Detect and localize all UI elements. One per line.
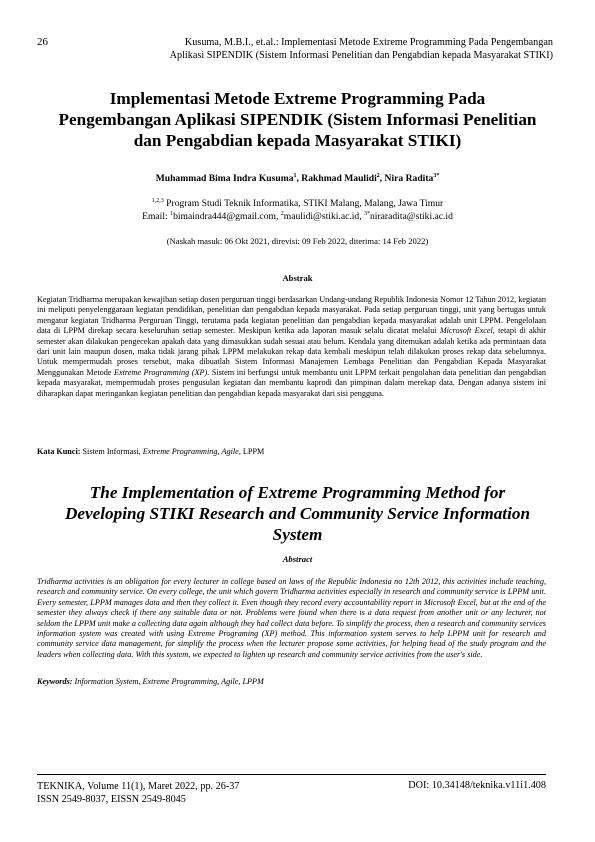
footer-issn-line: ISSN 2549-8037, EISSN 2549-8045 [37,794,186,805]
email-1[interactable]: bimaindra444@gmail.com, [173,211,281,222]
email-2[interactable]: maulidi@stiki.ac.id, [283,211,364,222]
kata-kunci-label: Kata Kunci: [37,447,81,456]
email-3[interactable]: niraradita@stiki.ac.id [370,211,453,222]
author-2-sup: 2 [376,172,380,179]
affiliation [30,197,565,223]
affiliation-institution-line [30,197,565,210]
footer-journal-line: TEKNIKA, Volume 11(1), Maret 2022, pp. 26-37 [37,781,240,792]
title-id-line3: dan Pengabdian kepada Masyarakat STIKI) [133,131,462,150]
abstrak-italic-1: Microsoft Excel [439,326,493,336]
title-id-line1: Implementasi Metode Extreme Programming Pada [109,89,486,108]
title-indonesian [30,88,565,151]
running-head-line2: Aplikasi SIPENDIK (Sistem Informasi Penelitian dan Pengabdian kepada Masyarakat STIKI) [169,50,553,61]
kata-kunci [37,447,546,456]
kata-kunci-sep: , [217,447,222,456]
abstrak-part-3: Sistem ini berfungsi untuk membantu unit LPPM terkait pengolahan data penelitian dan pengabdian kepada masyarakat, mempermudah proses pengusulan kegiatan dan membantu kaprodi dan pimpinan dalam merekap data. Dengan adanya sistem ini diharapkan dapat meringankan kegiatan penelitian dan pengabdian kepada masyarakat dari sisi pengguna. [37,367,546,398]
abstrak-heading: Abstrak [282,273,313,283]
title-en-line3: System [272,525,323,544]
email-1-sup: 1 [170,210,174,217]
affiliation-sup: 1,2,3 [151,197,164,204]
kata-kunci-italic-2: Agile [221,447,239,456]
author-list [30,173,565,184]
abstract-body: Tridharma activities is an obligation for every lecturer in college based on laws of the Republic Indonesia no 12th 2012, this activities include teaching, research and community service. On every college, the unit which govern Tridharma activities especially in research and community service is LPPM unit. Every semester, LPPM manages data and then they collect it. Even though they record every accountability report in Microsoft Excel, but at the end of the semester they always check if there any suitable data or not. Problems were found when there is a data request from another unit or any lecturer, not seldom the LPPM unit make a collecting data again although they had collect data before. To simplify the process, then a research and community services information system was created with using Extreme Programing (XP) method. This information system serves to help LPPM unit for research and community service data management, for simplify the process when the lecturer propose some activities, for helping head of the study program and the leaders when collecting data. With this system, we expected to lighten up research and community service activities from the user's side. [37,577,546,659]
abstrak-part-1: Kegiatan Tridharma merupakan kewajiban setiap dosen perguruan tinggi berdasarkan Undang-undang Republik Indonesia Nomor 12 Tahun 2012, kegiatan ini meliputi penyelenggaraan kegiatan pendidikan, penelitian dan pengabdian kepada masyarakat. Pada setiap perguruan tinggi, unit yang bertugas untuk mengatur kegiatan Tridharma Perguruan Tinggi, terutama pada kegiatan penelitian dan pengabdian kepada masyarakat adalah unit LPPM. Pengelolaan data di LPPM direkap secara keseluruhan setiap semester. Meskipun ketika ada laporan masuk selalu dicatat melalui [37,295,546,336]
author-1: Muhammad Bima Indra Kusuma [155,173,294,184]
author-1-sup: 1 [293,172,297,179]
author-3: Nira Radita [384,173,434,184]
abstrak-body [37,295,546,399]
running-head [83,36,553,62]
author-sep-2: , [379,173,385,184]
author-2: Rakhmad Maulidi [301,173,377,184]
affiliation-email-line [30,210,565,223]
abstrak-part-2: , tetapi di akhir semester akan dilakukan pengecekan apakah data yang dimasukkan sudah sesuai atau belum. Kendala yang ditemukan adalah ketika ada permintaan data dari unit lain maupun dosen, maka tidak jarang pihak LPPM melakukan rekap data kembali meskipun telah dilakukan proses rekap data sebelumnya. Untuk mempermudah proses tersebut, maka dibuatlah Sistem Informasi Manajemen Lembaga Penelitian dan Pengabdian Kepada Masyarakat Menggunakan Metode [37,326,546,377]
abstrak-italic-2: Extreme Programming (XP). [114,367,210,377]
keywords-label: Keywords: [37,677,73,686]
running-head-line1: Kusuma, M.B.I., et.al.: Implementasi Metode Extreme Programming Pada Pengembangan [184,37,553,48]
keywords-text: Information System, Extreme Programming, Agile, LPPM [72,677,264,686]
page-number: 26 [37,36,48,48]
email-3-sup: 3* [364,210,370,217]
submission-dates: (Naskah masuk: 06 Okt 2021, direvisi: 09 Feb 2022, diterima: 14 Feb 2022) [166,236,429,246]
keywords [37,677,546,686]
footer-rule [37,774,546,775]
affiliation-institution: Program Studi Teknik Informatika, STIKI Malang, Malang, Jawa Timur [163,198,444,209]
email-2-sup: 2 [280,210,284,217]
title-en-line1: The Implementation of Extreme Programming Method for [89,483,506,502]
title-en-line2: Developing STIKI Research and Community Service Information [64,504,531,523]
author-3-sup: 3* [433,172,440,179]
title-english [30,482,565,545]
footer-journal-info [37,780,239,806]
kata-kunci-plain-2: , LPPM [238,447,265,456]
kata-kunci-plain-1: Sistem Informasi, [80,447,143,456]
title-id-line2: Pengembangan Aplikasi SIPENDIK (Sistem Informasi Penelitian [58,110,537,129]
footer-doi[interactable]: DOI: 10.34148/teknika.v11i1.408 [408,780,546,791]
email-label: Email: [142,211,171,222]
author-sep-1: , [296,173,302,184]
abstract-heading: Abstract [282,554,313,564]
kata-kunci-italic-1: Extreme Programming [142,447,218,456]
